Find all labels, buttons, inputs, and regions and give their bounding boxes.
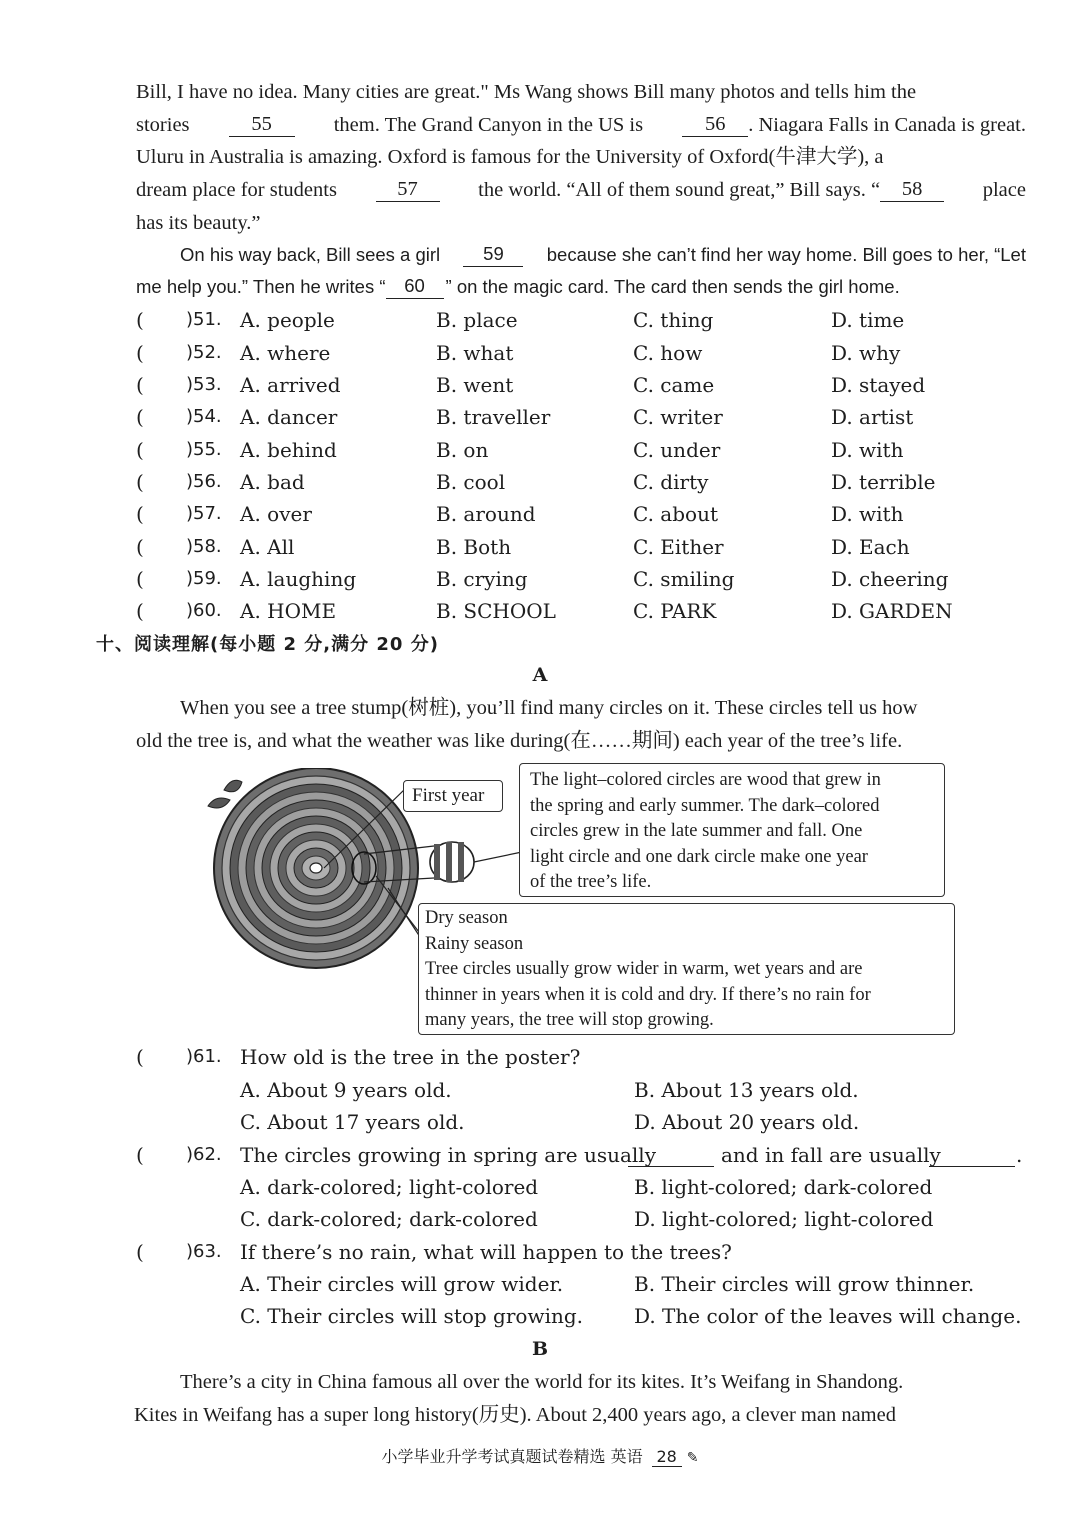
question-63-options <box>136 1303 1026 1329</box>
passage-line <box>180 243 1026 267</box>
option-a[interactable]: A. arrived <box>240 373 341 397</box>
passage-text: On his way back, Bill sees a girl <box>180 244 441 265</box>
blank-56: 56 <box>682 113 748 137</box>
season-explanation-box <box>418 903 955 1035</box>
question-number: )55. <box>186 439 222 460</box>
option-c[interactable]: C. About 17 years old. <box>240 1110 465 1134</box>
option-b[interactable]: B. Their circles will grow thinner. <box>634 1272 975 1296</box>
passage-text: place <box>982 179 1026 201</box>
passage-text: There’s a city in China famous all over the world for its kites. It’s Weifang in Shandong. <box>180 1371 904 1393</box>
passage-text: old the tree is, and what the weather was like during(在……期间) each year of the tree’s life. <box>136 730 903 752</box>
option-row <box>136 404 1026 430</box>
question-62 <box>136 1142 1026 1168</box>
question-61-options <box>136 1077 1026 1103</box>
option-d[interactable]: D. time <box>831 308 905 332</box>
blank-62b <box>929 1142 1015 1167</box>
option-c[interactable]: C. how <box>633 341 703 365</box>
option-c[interactable]: C. came <box>633 373 715 397</box>
option-row <box>136 566 1026 592</box>
option-d[interactable]: D. artist <box>831 405 914 429</box>
answer-paren[interactable]: ( <box>136 470 144 494</box>
question-61 <box>136 1044 1026 1070</box>
box-text: light circle and one dark circle make one year <box>530 846 868 867</box>
question-number: )59. <box>186 568 222 589</box>
first-year-label: First year <box>403 780 503 812</box>
question-63-options <box>136 1271 1026 1297</box>
question-number: )52. <box>186 342 222 363</box>
passage-line <box>136 178 1026 202</box>
option-a[interactable]: A. HOME <box>240 599 337 623</box>
option-a[interactable]: A. dark-colored; light-colored <box>240 1175 539 1199</box>
section-b-para1 <box>180 1370 1026 1394</box>
section-b-para2 <box>134 1403 1026 1427</box>
blank-55: 55 <box>229 113 295 137</box>
question-number: )53. <box>186 374 222 395</box>
option-b[interactable]: B. went <box>436 373 514 397</box>
leaf-icon <box>208 798 230 808</box>
option-b[interactable]: B. SCHOOL <box>436 599 556 623</box>
answer-paren[interactable]: ( <box>136 341 144 365</box>
option-row <box>136 340 1026 366</box>
section-a-para1 <box>180 696 1026 720</box>
answer-paren[interactable]: ( <box>136 438 144 462</box>
option-a[interactable]: A. where <box>240 341 331 365</box>
option-d[interactable]: D. Each <box>831 535 910 559</box>
option-c[interactable]: C. Their circles will stop growing. <box>240 1304 584 1328</box>
passage-text: has its beauty.” <box>136 212 261 234</box>
dry-season-label: Dry season <box>425 908 508 928</box>
option-c[interactable]: C. dark-colored; dark-colored <box>240 1207 538 1231</box>
option-c[interactable]: C. under <box>633 438 721 462</box>
question-number: )62. <box>186 1144 222 1165</box>
option-row <box>136 469 1026 495</box>
option-c[interactable]: C. writer <box>633 405 723 429</box>
option-b[interactable]: B. what <box>436 341 514 365</box>
blank-57: 57 <box>376 178 440 202</box>
question-number: )61. <box>186 1046 222 1067</box>
passage-text: dream place for students <box>136 179 337 201</box>
question-number: )63. <box>186 1241 222 1262</box>
passage-text: ” on the magic card. The card then sends the girl home. <box>445 276 900 297</box>
section-heading: 十、阅读理解(每小题 2 分,满分 20 分) <box>96 634 439 655</box>
option-d[interactable]: D. with <box>831 438 904 462</box>
ring-explanation-box <box>519 763 945 897</box>
answer-paren[interactable]: ( <box>136 502 144 526</box>
question-text: and in fall are usually <box>721 1143 941 1167</box>
passage-text: me help you.” Then he writes “ <box>136 276 386 297</box>
blank-58: 58 <box>880 178 944 202</box>
box-text: the spring and early summer. The dark–colored <box>530 795 880 816</box>
option-d[interactable]: D. About 20 years old. <box>634 1110 860 1134</box>
passage-text: . Niagara Falls in Canada is great. <box>748 114 1026 136</box>
question-text: . <box>1016 1143 1023 1167</box>
question-61-options <box>136 1109 1026 1135</box>
answer-paren[interactable]: ( <box>136 405 144 429</box>
page-number: 28 <box>652 1447 682 1467</box>
footer-title: 小学毕业升学考试真题试卷精选 英语 <box>381 1447 643 1466</box>
option-c[interactable]: C. about <box>633 502 718 526</box>
question-63 <box>136 1239 1026 1265</box>
box-text: Tree circles usually grow wider in warm, wet years and are <box>425 959 863 979</box>
section-a-letter: A <box>532 664 548 686</box>
question-text: How old is the tree in the poster? <box>240 1045 581 1069</box>
option-row <box>136 307 1026 333</box>
passage-text: them. The Grand Canyon in the US is <box>333 114 644 136</box>
passage-line <box>136 113 1026 137</box>
answer-paren[interactable]: ( <box>136 535 144 559</box>
option-a[interactable]: A. Their circles will grow wider. <box>240 1272 564 1296</box>
option-d[interactable]: D. cheering <box>831 567 949 591</box>
option-b[interactable]: B. About 13 years old. <box>634 1078 859 1102</box>
option-b[interactable]: B. crying <box>436 567 528 591</box>
question-62-options <box>136 1174 1026 1200</box>
option-b[interactable]: B. light-colored; dark-colored <box>634 1175 933 1199</box>
blank-59: 59 <box>463 243 523 267</box>
question-number: )60. <box>186 600 222 621</box>
pencil-icon: ✎ <box>686 1450 699 1466</box>
option-a[interactable]: A. behind <box>240 438 337 462</box>
passage-line <box>136 80 1026 104</box>
option-a[interactable]: A. over <box>240 502 312 526</box>
passage-text: Bill, I have no idea. Many cities are great." Ms Wang shows Bill many photos and tells him the <box>136 81 917 103</box>
question-text: If there’s no rain, what will happen to the trees? <box>240 1240 732 1264</box>
box-text: of the tree’s life. <box>530 872 652 892</box>
option-c[interactable]: C. thing <box>633 308 714 332</box>
answer-paren[interactable]: ( <box>136 1143 144 1167</box>
option-c[interactable]: C. PARK <box>633 599 717 623</box>
question-62-options <box>136 1206 1026 1232</box>
question-number: )57. <box>186 503 222 524</box>
blank-60: 60 <box>386 275 444 299</box>
option-a[interactable]: A. laughing <box>240 567 357 591</box>
option-d[interactable]: D. light-colored; light-colored <box>634 1207 934 1231</box>
page-footer <box>0 1444 1080 1467</box>
option-b[interactable]: B. cool <box>436 470 506 494</box>
passage-line <box>136 145 1026 169</box>
option-d[interactable]: D. with <box>831 502 904 526</box>
blank-62a <box>628 1142 714 1167</box>
tree-stump <box>214 768 418 968</box>
leaf-icon <box>224 780 242 792</box>
answer-paren[interactable]: ( <box>136 373 144 397</box>
option-d[interactable]: D. stayed <box>831 373 926 397</box>
option-d[interactable]: D. terrible <box>831 470 936 494</box>
section-b-letter: B <box>531 1338 549 1360</box>
answer-paren[interactable]: ( <box>136 1240 144 1264</box>
answer-paren[interactable]: ( <box>136 308 144 332</box>
question-number: )51. <box>186 309 222 330</box>
option-a[interactable]: A. people <box>240 308 335 332</box>
passage-text: stories <box>136 114 190 136</box>
option-a[interactable]: A. About 9 years old. <box>240 1078 452 1102</box>
answer-paren[interactable]: ( <box>136 567 144 591</box>
option-d[interactable]: D. why <box>831 341 901 365</box>
option-a[interactable]: A. dancer <box>240 405 338 429</box>
option-row <box>136 598 1026 624</box>
section-a-para2 <box>136 729 1026 753</box>
option-c[interactable]: C. Either <box>633 535 724 559</box>
option-a[interactable]: A. bad <box>240 470 305 494</box>
passage-text: the world. “All of them sound great,” Bill says. “ <box>478 179 881 201</box>
option-b[interactable]: B. traveller <box>436 405 551 429</box>
question-number: )54. <box>186 406 222 427</box>
option-c[interactable]: C. dirty <box>633 470 709 494</box>
option-b[interactable]: B. around <box>436 502 536 526</box>
option-row <box>136 534 1026 560</box>
option-row <box>136 501 1026 527</box>
option-b[interactable]: B. Both <box>436 535 512 559</box>
passage-text: because she can’t find her way home. Bill goes to her, “Let <box>546 244 1026 265</box>
passage-text: When you see a tree stump(树桩), you’ll find many circles on it. These circles tell us how <box>180 697 918 719</box>
box-text: thinner in years when it is cold and dry. If there’s no rain for <box>425 984 871 1005</box>
option-row <box>136 437 1026 463</box>
rainy-season-label: Rainy season <box>425 933 524 954</box>
question-number: )56. <box>186 471 222 492</box>
answer-paren[interactable]: ( <box>136 1045 144 1069</box>
option-b[interactable]: B. on <box>436 438 489 462</box>
passage-line <box>136 211 1026 235</box>
question-text: The circles growing in spring are usually <box>240 1143 657 1167</box>
option-c[interactable]: C. smiling <box>633 567 735 591</box>
box-text: many years, the tree will stop growing. <box>425 1010 714 1030</box>
question-number: )58. <box>186 536 222 557</box>
box-text: circles grew in the late summer and fall. One <box>530 821 863 841</box>
option-d[interactable]: D. The color of the leaves will change. <box>634 1304 1022 1328</box>
passage-text: Kites in Weifang has a super long history(历史). About 2,400 years ago, a clever man named <box>134 1404 896 1426</box>
option-row <box>136 372 1026 398</box>
answer-paren[interactable]: ( <box>136 599 144 623</box>
passage-line <box>136 275 1026 299</box>
box-text: The light–colored circles are wood that grew in <box>530 770 881 790</box>
passage-text: Uluru in Australia is amazing. Oxford is famous for the University of Oxford(牛津大学), a <box>136 146 884 168</box>
option-a[interactable]: A. All <box>240 535 295 559</box>
option-b[interactable]: B. place <box>436 308 518 332</box>
option-d[interactable]: D. GARDEN <box>831 599 953 623</box>
